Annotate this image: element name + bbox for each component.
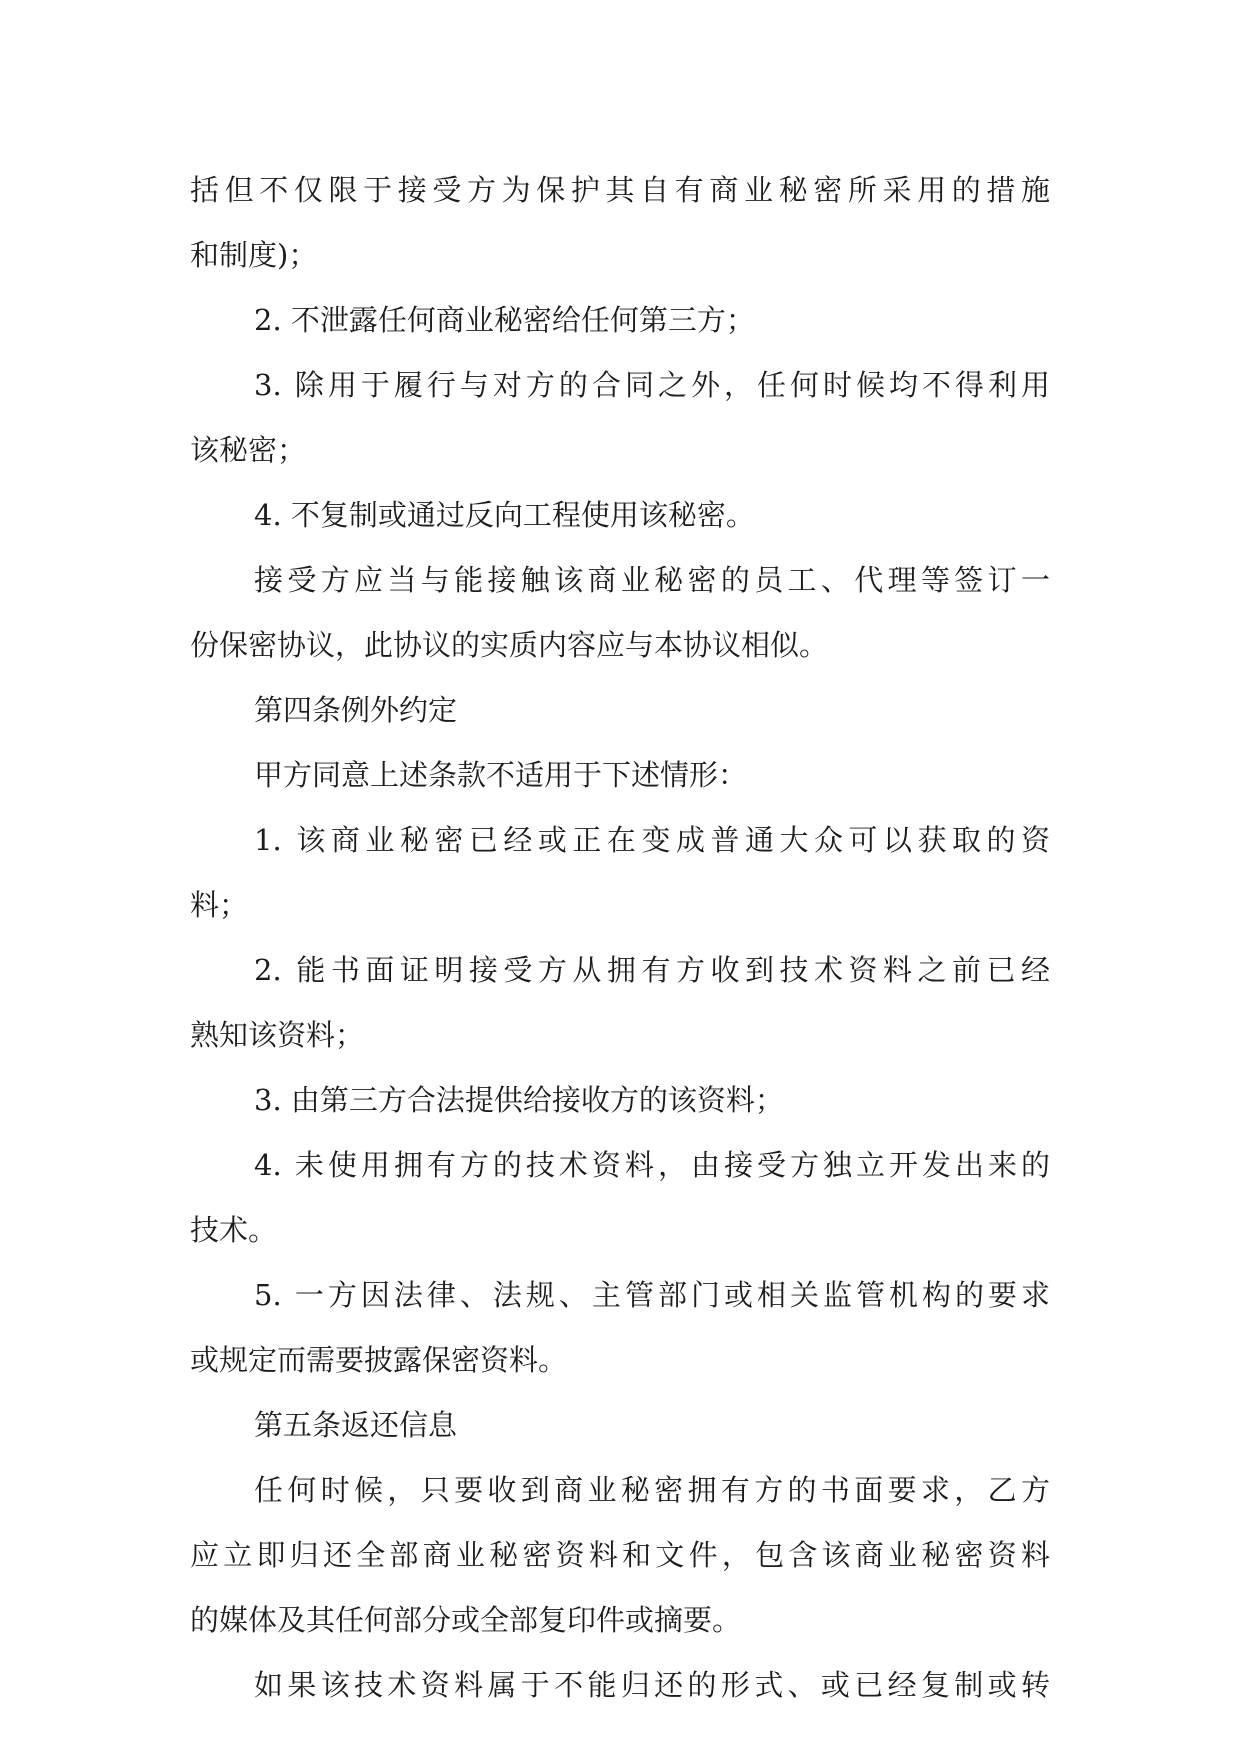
text-line: 3. 由第三方合法提供给接收方的该资料； — [254, 1083, 784, 1117]
text-line: 括但不仅限于接受方为保护其自有商业秘密所采用的措施 — [190, 173, 1050, 207]
text-line: 该秘密； — [190, 433, 307, 467]
text-line: 或规定而需要披露保密资料。 — [190, 1343, 568, 1377]
text-line: 如果该技术资料属于不能归还的形式、或已经复制或转 — [254, 1668, 1050, 1702]
text-line: 份保密协议，此协议的实质内容应与本协议相似。 — [190, 628, 829, 662]
text-line: 技术。 — [190, 1213, 278, 1247]
text-line: 熟知该资料； — [190, 1018, 365, 1052]
text-line: 应立即归还全部商业秘密资料和文件，包含该商业秘密资料 — [190, 1538, 1050, 1572]
text-line: 料； — [190, 888, 249, 922]
text-line: 第四条例外约定 — [254, 693, 458, 727]
text-line: 任何时候，只要收到商业秘密拥有方的书面要求，乙方 — [254, 1473, 1050, 1507]
text-line: 1. 该商业秘密已经或正在变成普通大众可以获取的资 — [254, 823, 1050, 857]
text-line: 甲方同意上述条款不适用于下述情形： — [254, 758, 748, 792]
document-body — [190, 166, 1050, 1726]
text-line: 第五条返还信息 — [254, 1408, 458, 1442]
text-line: 4. 未使用拥有方的技术资料，由接受方独立开发出来的 — [254, 1148, 1050, 1182]
text-line: 2. 能书面证明接受方从拥有方收到技术资料之前已经 — [254, 953, 1050, 987]
text-line: 接受方应当与能接触该商业秘密的员工、代理等签订一 — [254, 563, 1050, 597]
text-line: 和制度)； — [190, 238, 318, 272]
text-line: 2. 不泄露任何商业秘密给任何第三方； — [254, 303, 755, 337]
text-line: 的媒体及其任何部分或全部复印件或摘要。 — [190, 1603, 742, 1637]
text-line: 5. 一方因法律、法规、主管部门或相关监管机构的要求 — [254, 1278, 1050, 1312]
text-line: 4. 不复制或通过反向工程使用该秘密。 — [254, 498, 755, 532]
text-line: 3. 除用于履行与对方的合同之外，任何时候均不得利用 — [254, 368, 1050, 402]
